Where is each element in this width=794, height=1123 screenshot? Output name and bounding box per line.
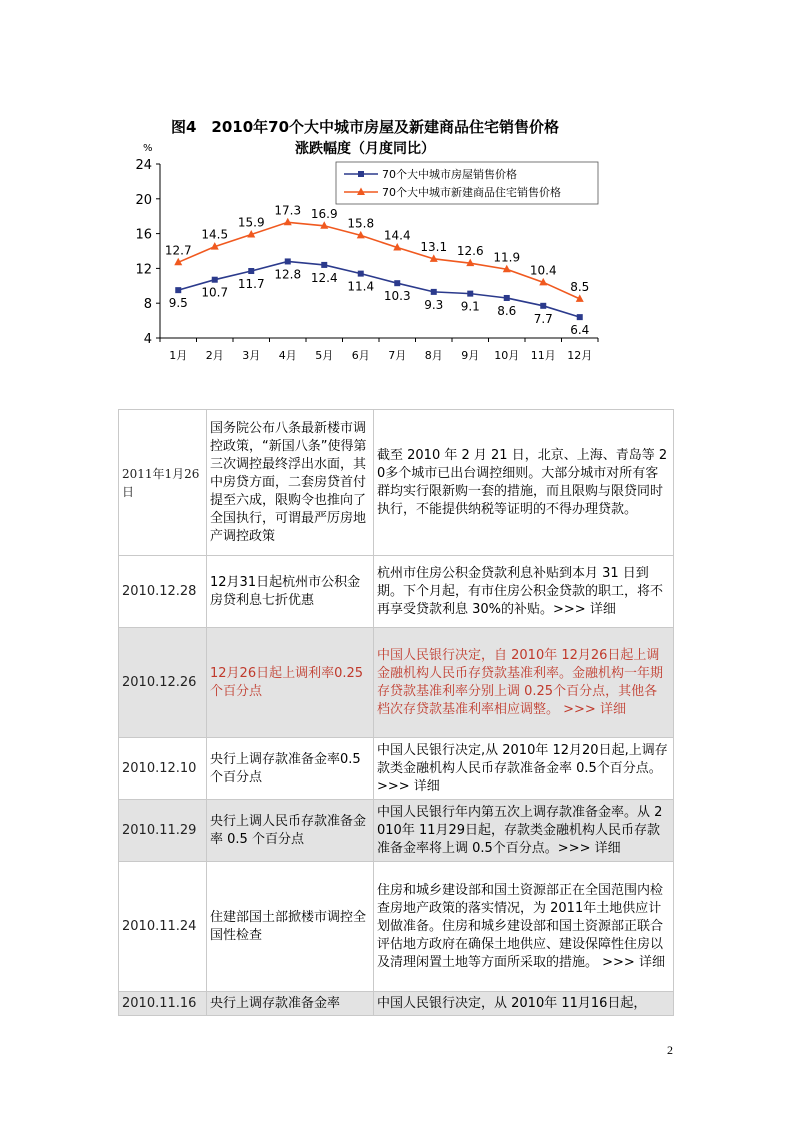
series-0-point [467, 291, 473, 297]
row-policy-title: 12月31日起杭州市公积金房贷利息七折优惠 [207, 556, 374, 628]
row-policy-detail: 中国人民银行决定,从 2010年 12月20日起,上调存款类金融机构人民币存款准备金率 0.5个百分点。>>> 详细 [374, 738, 674, 800]
series-0-data-label: 10.7 [201, 285, 229, 300]
row-policy-detail: 中国人民银行年内第五次上调存款准备金率。从 2010年 11月29日起，存款类金融机构人民币存款准备金率将上调 0.5个百分点。>>> 详细 [374, 800, 674, 862]
chart-legend [336, 162, 598, 204]
legend-label-0: 70个大中城市房屋销售价格 [382, 168, 517, 181]
series-0-point [321, 262, 327, 268]
series-1-data-label: 14.5 [201, 227, 229, 242]
table-row [119, 862, 674, 992]
legend-label-1: 70个大中城市新建商品住宅销售价格 [382, 186, 561, 199]
series-0-data-label: 8.6 [497, 303, 517, 318]
series-0-point [175, 287, 181, 293]
row-policy-title: 央行上调存款准备金率 [207, 992, 374, 1016]
row-policy-detail: 截至 2010 年 2 月 21 日，北京、上海、青岛等 20多个城市已出台调控细则。大部分城市对所有客群均实行限新购一套的措施，而且限购与限贷同时执行，不能提供纳税等证明的不得办理贷款。 [374, 410, 674, 556]
series-0-point [285, 258, 291, 264]
series-0-data-label: 11.7 [237, 277, 265, 292]
x-tick-label: 3月 [242, 349, 261, 362]
x-tick-label: 9月 [461, 349, 480, 362]
series-0-data-label: 9.3 [424, 297, 444, 312]
x-tick-label: 12月 [567, 349, 593, 362]
x-tick-label: 7月 [388, 349, 407, 362]
series-1-data-label: 12.6 [456, 244, 484, 259]
table-row [119, 628, 674, 738]
chart-title: 图4 2010年70个大中城市房屋及新建商品住宅销售价格 [170, 118, 560, 136]
series-1-data-label: 8.5 [570, 279, 590, 294]
series-1-data-label: 14.4 [383, 228, 411, 243]
series-1-data-label: 13.1 [420, 239, 448, 254]
series-1-data-label: 17.3 [274, 203, 302, 218]
row-policy-detail: 中国人民银行决定，从 2010年 11月16日起， [374, 992, 674, 1016]
y-tick-label: 12 [135, 262, 152, 278]
price-change-chart [120, 112, 620, 372]
series-1-data-label: 15.9 [237, 215, 265, 230]
series-1 [165, 203, 589, 302]
row-date: 2010.11.16 [119, 992, 207, 1016]
policy-timeline-table [118, 409, 674, 1016]
y-tick-label: 4 [143, 332, 152, 347]
series-0-data-label: 9.5 [168, 296, 188, 311]
table-row [119, 410, 674, 556]
table-row [119, 800, 674, 862]
chart-subtitle: 涨跌幅度（月度同比） [295, 141, 435, 157]
table-row [119, 556, 674, 628]
page-number: 2 [667, 1043, 673, 1057]
series-0-data-label: 12.4 [310, 270, 338, 285]
series-0-data-label: 7.7 [533, 311, 553, 326]
row-date: 2010.11.24 [119, 862, 207, 992]
x-tick-label: 4月 [278, 349, 297, 362]
series-0-data-label: 9.1 [460, 299, 480, 314]
series-1-point [284, 218, 292, 226]
row-policy-detail: 中国人民银行决定，自 2010年 12月26日起上调金融机构人民币存贷款基准利率。金融机构一年期存贷款基准利率分别上调 0.25个百分点，其他各档次存贷款基准利率相应调整。 >>> 详细 [374, 628, 674, 738]
series-1-data-label: 15.8 [347, 216, 375, 231]
x-tick-label: 5月 [315, 349, 334, 362]
table-row [119, 992, 674, 1016]
row-policy-detail: 杭州市住房公积金贷款利息补贴到本月 31 日到期。下个月起，有市住房公积金贷款的职工，将不再享受贷款利息 30%的补贴。>>> 详细 [374, 556, 674, 628]
series-1-data-label: 11.9 [493, 250, 521, 265]
series-1-data-label: 16.9 [310, 206, 338, 221]
table-row [119, 738, 674, 800]
x-tick-label: 10月 [494, 349, 520, 362]
series-0-point [248, 268, 254, 274]
row-date: 2010.12.28 [119, 556, 207, 628]
series-0-point [212, 277, 218, 283]
y-tick-label: 24 [135, 158, 152, 173]
y-tick-label: 20 [135, 192, 152, 208]
series-1-data-label: 12.7 [164, 243, 192, 258]
series-0-point [431, 289, 437, 295]
legend-marker-0 [358, 171, 364, 177]
x-tick-label: 8月 [424, 349, 443, 362]
row-policy-detail: 住房和城乡建设部和国土资源部正在全国范围内检查房地产政策的落实情况，为 2011年土地供应计划做准备。住房和城乡建设部和国土资源部正联合评估地方政府在确保土地供应、建设保障性住房以及清理闲置土地等方面所采取的措施。 >>> 详细 [374, 862, 674, 992]
series-0-point [504, 295, 510, 301]
series-0-data-label: 6.4 [570, 323, 590, 338]
series-0-point [358, 271, 364, 277]
y-tick-label: 16 [135, 227, 152, 243]
x-tick-label: 2月 [205, 349, 224, 362]
row-date: 2011年1月26日 [119, 410, 207, 556]
x-tick-label: 6月 [351, 349, 370, 362]
row-policy-title: 央行上调存款准备金率0.5个百分点 [207, 738, 374, 800]
series-0-data-label: 10.3 [383, 289, 411, 304]
series-0-point [540, 303, 546, 309]
series-1-data-label: 10.4 [529, 263, 557, 278]
x-tick-label: 11月 [530, 349, 556, 362]
series-0 [169, 258, 590, 337]
row-policy-title: 12月26日起上调利率0.25个百分点 [207, 628, 374, 738]
row-date: 2010.12.10 [119, 738, 207, 800]
y-axis-unit: % [143, 143, 153, 154]
row-policy-title: 国务院公布八条最新楼市调控政策，“新国八条”使得第三次调控最终浮出水面，其中房贷方面，二套房贷首付提至六成，限购令也推向了全国执行，可谓最严厉房地产调控政策 [207, 410, 374, 556]
row-policy-title: 住建部国土部掀楼市调控全国性检查 [207, 862, 374, 992]
y-tick-label: 8 [143, 297, 152, 313]
row-date: 2010.12.26 [119, 628, 207, 738]
series-0-data-label: 12.8 [274, 267, 302, 282]
row-policy-title: 央行上调人民币存款准备金率 0.5 个百分点 [207, 800, 374, 862]
row-date: 2010.11.29 [119, 800, 207, 862]
series-0-point [394, 280, 400, 286]
x-tick-label: 1月 [169, 349, 188, 362]
series-0-point [577, 314, 583, 320]
series-0-data-label: 11.4 [347, 279, 375, 294]
